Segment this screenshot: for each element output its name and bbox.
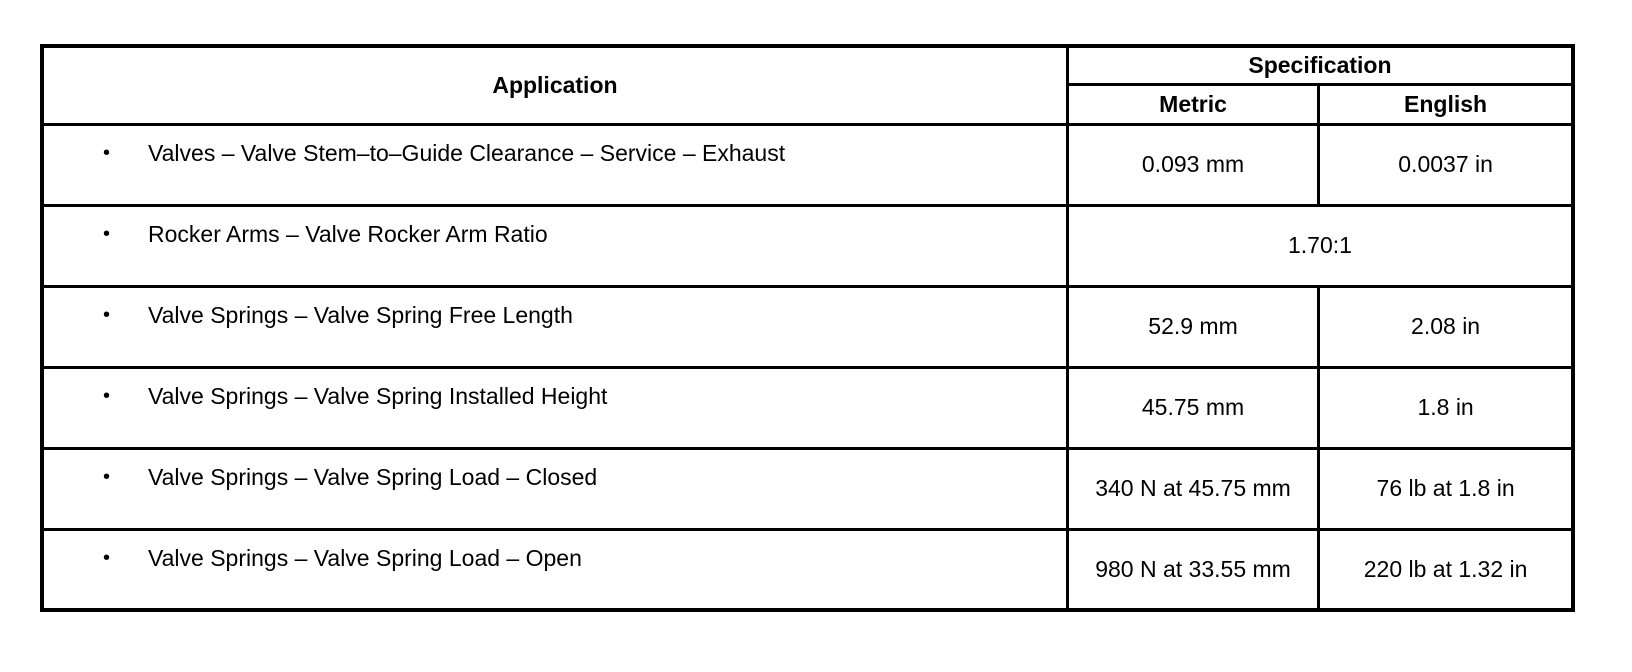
english-value: 2.08 in <box>1319 286 1573 367</box>
application-cell <box>42 124 1067 205</box>
bullet-icon: • <box>102 222 110 245</box>
bullet-icon: • <box>102 384 110 407</box>
table-row <box>42 205 1573 286</box>
application-cell <box>42 367 1067 448</box>
table-row <box>42 124 1573 205</box>
application-text: Valves – Valve Stem–to–Guide Clearance – Service – Exhaust <box>148 139 786 166</box>
bullet-icon: • <box>102 546 110 569</box>
bullet-icon: • <box>102 465 110 488</box>
english-value: 76 lb at 1.8 in <box>1319 448 1573 529</box>
metric-value: 980 N at 33.55 mm <box>1067 529 1318 610</box>
specification-table <box>40 44 1575 612</box>
metric-value: 45.75 mm <box>1067 367 1318 448</box>
metric-value: 340 N at 45.75 mm <box>1067 448 1318 529</box>
specification-header: Specification <box>1067 46 1573 84</box>
application-text: Valve Springs – Valve Spring Load – Open <box>148 544 582 571</box>
application-text: Valve Springs – Valve Spring Installed Height <box>148 382 608 409</box>
bullet-icon: • <box>102 141 110 164</box>
table-row <box>42 367 1573 448</box>
application-cell <box>42 286 1067 367</box>
table-row <box>42 286 1573 367</box>
application-cell <box>42 529 1067 610</box>
bullet-icon: • <box>102 303 110 326</box>
english-value: 0.0037 in <box>1319 124 1573 205</box>
combined-value: 1.70:1 <box>1067 205 1573 286</box>
english-value: 1.8 in <box>1319 367 1573 448</box>
table-row <box>42 529 1573 610</box>
application-cell <box>42 448 1067 529</box>
english-header: English <box>1319 84 1573 124</box>
table-row <box>42 448 1573 529</box>
application-text: Rocker Arms – Valve Rocker Arm Ratio <box>148 220 548 247</box>
header-row <box>42 46 1573 84</box>
application-text: Valve Springs – Valve Spring Free Length <box>148 301 573 328</box>
metric-value: 52.9 mm <box>1067 286 1318 367</box>
application-text: Valve Springs – Valve Spring Load – Closed <box>148 463 598 490</box>
metric-header: Metric <box>1067 84 1318 124</box>
application-header: Application <box>42 46 1067 124</box>
english-value: 220 lb at 1.32 in <box>1319 529 1573 610</box>
application-cell <box>42 205 1067 286</box>
metric-value: 0.093 mm <box>1067 124 1318 205</box>
